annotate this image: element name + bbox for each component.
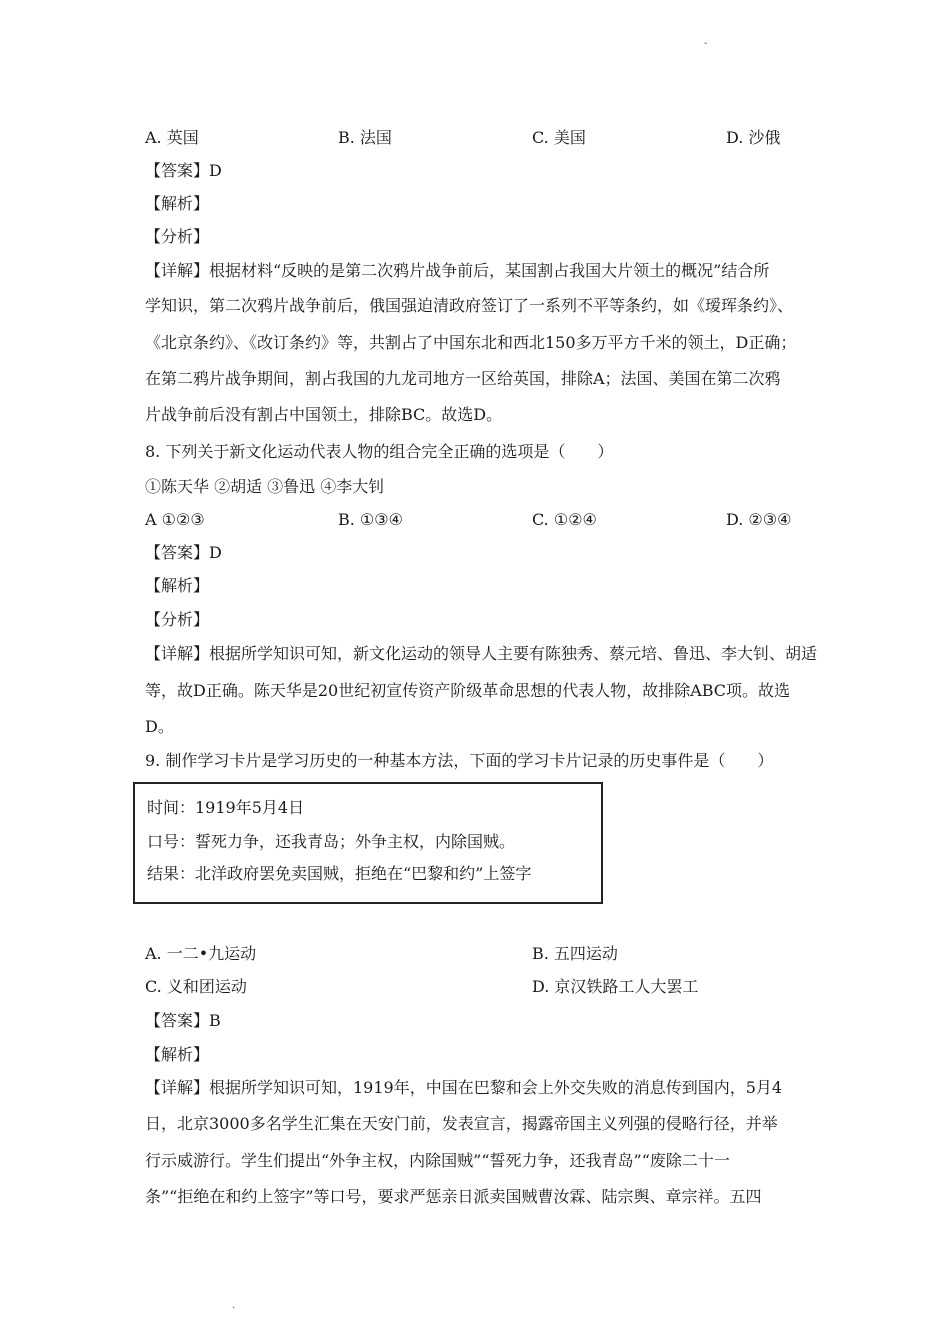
q8-question: 8. 下列关于新文化运动代表人物的组合完全正确的选项是（ ） xyxy=(145,442,614,461)
q7-option-a: A. 英国 xyxy=(145,128,199,147)
q9-answer: 【答案】B xyxy=(145,1011,221,1030)
q7-answer: 【答案】D xyxy=(145,161,222,180)
q9-option-d: D. 京汉铁路工人大罢工 xyxy=(532,977,699,996)
q7-detail-line-4: 在第二鸦片战争期间，割占我国的九龙司地方一区给英国，排除A；法国、美国在第二次鸦 xyxy=(145,369,781,388)
q8-option-c: C. ①②④ xyxy=(532,510,597,529)
q7-option-d: D. 沙俄 xyxy=(726,128,781,147)
footer-mark: . xyxy=(232,1300,236,1311)
study-card xyxy=(133,782,603,904)
q7-option-c: C. 美国 xyxy=(532,128,586,147)
q8-analysis-heading: 【解析】 xyxy=(145,576,210,595)
q7-detail-line-3: 《北京条约》、《改订条约》等，共割占了中国东北和西北150多万平方千米的领土，D正确； xyxy=(145,333,797,352)
q9-option-b: B. 五四运动 xyxy=(532,944,618,963)
q7-detail-line-1: 【详解】根据材料“反映的是第二次鸦片战争前后，某国割占我国大片领土的概况”结合所 xyxy=(145,261,770,280)
q9-detail-line-4: 条”“拒绝在和约上签字”等口号，要求严惩亲日派卖国贼曹汝霖、陆宗舆、章宗祥。五四 xyxy=(145,1187,762,1206)
q7-fenxi-heading: 【分析】 xyxy=(145,227,210,246)
q8-detail-line-1: 【详解】根据所学知识可知，新文化运动的领导人主要有陈独秀、蔡元培、鲁迅、李大钊、胡适 xyxy=(145,644,818,663)
q9-option-a: A. 一二•九运动 xyxy=(145,944,257,963)
study-card-result: 结果：北洋政府罢免卖国贼，拒绝在“巴黎和约”上签字 xyxy=(147,864,532,883)
q9-question: 9. 制作学习卡片是学习历史的一种基本方法，下面的学习卡片记录的历史事件是（ ） xyxy=(145,751,774,770)
study-card-time: 时间：1919年5月4日 xyxy=(147,798,305,817)
study-card-slogan: 口号：誓死力争，还我青岛；外争主权，内除国贼。 xyxy=(147,832,516,851)
q8-fenxi-heading: 【分析】 xyxy=(145,610,210,629)
q8-detail-line-2: 等，故D正确。陈天华是20世纪初宣传资产阶级革命思想的代表人物，故排除ABC项。故选 xyxy=(145,681,791,700)
q8-detail-line-3: D。 xyxy=(145,717,174,736)
q8-option-b: B. ①③④ xyxy=(338,510,403,529)
q8-answer: 【答案】D xyxy=(145,543,222,562)
q8-option-d: D. ②③④ xyxy=(726,510,792,529)
q8-option-a: A ①②③ xyxy=(145,510,205,529)
q9-option-c: C. 义和团运动 xyxy=(145,977,247,996)
q7-detail-line-2: 学知识，第二次鸦片战争前后，俄国强迫清政府签订了一系列不平等条约，如《瑷珲条约》、 xyxy=(145,296,794,315)
q7-analysis-heading: 【解析】 xyxy=(145,194,210,213)
q9-detail-line-1: 【详解】根据所学知识可知，1919年，中国在巴黎和会上外交失败的消息传到国内，5月4 xyxy=(145,1078,783,1097)
header-mark: - xyxy=(704,38,708,49)
q9-detail-line-3: 行示威游行。学生们提出“外争主权，内除国贼”“誓死力争，还我青岛”“废除二十一 xyxy=(145,1151,730,1170)
q7-detail-line-5: 片战争前后没有割占中国领土，排除BC。故选D。 xyxy=(145,405,503,424)
q9-detail-line-2: 日，北京3000多名学生汇集在天安门前，发表宣言，揭露帝国主义列强的侵略行径，并举 xyxy=(145,1114,778,1133)
q9-analysis-heading: 【解析】 xyxy=(145,1045,210,1064)
q7-option-b: B. 法国 xyxy=(338,128,392,147)
q8-items: ①陈天华 ②胡适 ③鲁迅 ④李大钊 xyxy=(145,477,385,496)
